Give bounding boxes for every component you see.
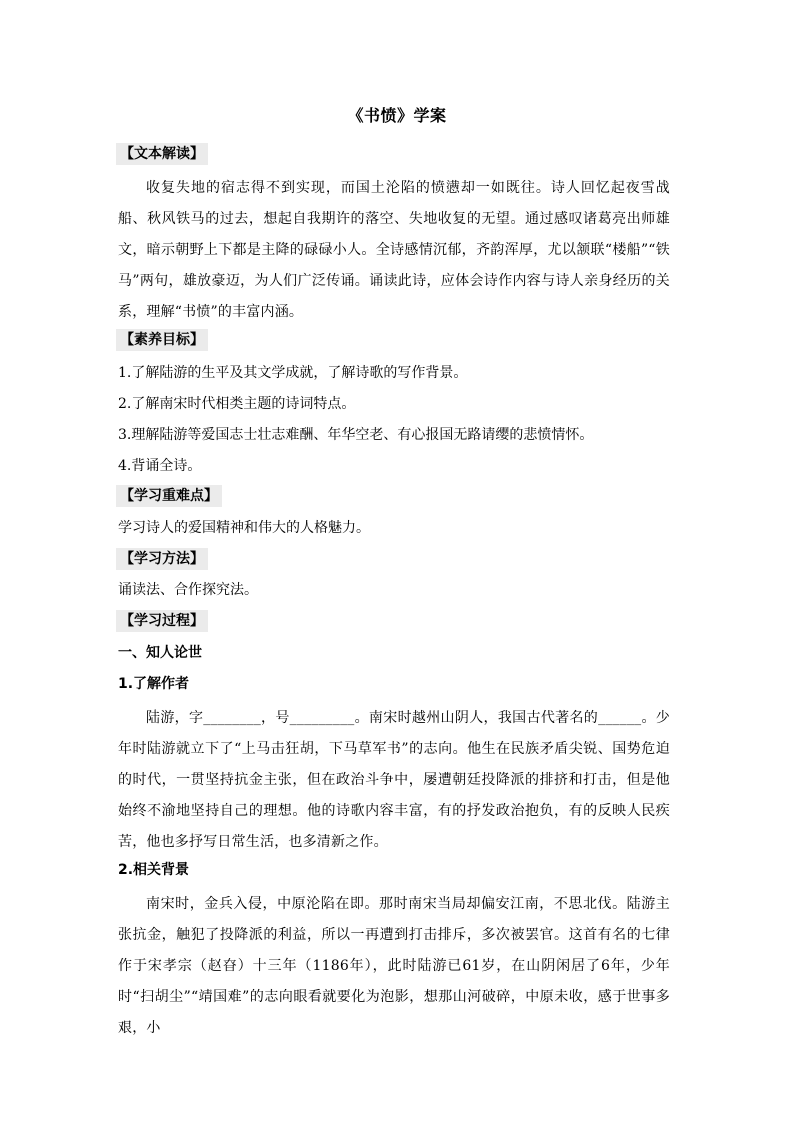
- background-paragraph: 南宋时，金兵入侵，中原沦陷在即。那时南宋当局却偏安江南，不思北伐。陆游主张抗金，触犯了投降派的利益，所以一再遭到打击排斥，多次被罢官。这首有名的七律作于宋孝宗（赵昚）十三年（1186年），此时陆游已61岁，在山阴闲居了6年，少年时“扫胡尘”“靖国难”的志向眼看就要化为泡影，想那山河破碎，中原未收，感于世事多艰，小: [118, 896, 670, 1036]
- subheading-about-author: 1.了解作者: [118, 676, 190, 692]
- goal-item-4: 4.背诵全诗。: [118, 458, 202, 474]
- key-points-text: 学习诗人的爱国精神和伟大的人格魅力。: [118, 520, 370, 536]
- section-heading-key-points: 【学习重难点】: [116, 485, 222, 507]
- study-methods-text: 诵读法、合作探究法。: [118, 582, 258, 598]
- subheading-background: 2.相关背景: [118, 862, 190, 878]
- goal-item-1: 1.了解陆游的生平及其文学成就，了解诗歌的写作背景。: [118, 365, 468, 381]
- text-interpretation-paragraph: 收复失地的宿志得不到实现，而国土沦陷的愤懑却一如既往。诗人回忆起夜雪战船、秋风铁马的过去，想起自我期许的落空、失地收复的无望。通过感叹诸葛亮出师雄文，暗示朝野上下都是主降的碌碌小人。全诗感情沉郁，齐韵浑厚，尤以颔联“楼船”“铁马”两句，雄放豪迈，为人们广泛传诵。诵读此诗，应体会诗作内容与诗人亲身经历的关系，理解“书愤”的丰富内涵。: [118, 180, 670, 320]
- section-heading-study-process: 【学习过程】: [116, 610, 208, 632]
- section-heading-literacy-goals: 【素养目标】: [116, 329, 208, 351]
- author-paragraph: 陆游，字________，号_________。南宋时越州山阴人，我国古代著名的______。少年时陆游就立下了“上马击狂胡，下马草军书”的志向。他生在民族矛盾尖锐、国势危迫的时代，一贯坚持抗金主张，但在政治斗争中，屡遭朝廷投降派的排挤和打击，但是他始终不渝地坚持自己的理想。他的诗歌内容丰富，有的抒发政治抱负，有的反映人民疾苦，他也多抒写日常生活，也多清新之作。: [118, 710, 670, 850]
- goal-item-2: 2.了解南宋时代相类主题的诗词特点。: [118, 396, 356, 412]
- goal-item-3: 3.理解陆游等爱国志士壮志难酬、年华空老、有心报国无路请缨的悲愤情怀。: [118, 427, 594, 443]
- part-heading-know-author: 一、知人论世: [118, 645, 202, 661]
- section-heading-study-methods: 【学习方法】: [116, 548, 208, 570]
- section-heading-text-interpretation: 【文本解读】: [116, 143, 208, 165]
- document-title: 《书愤》学案: [347, 106, 447, 125]
